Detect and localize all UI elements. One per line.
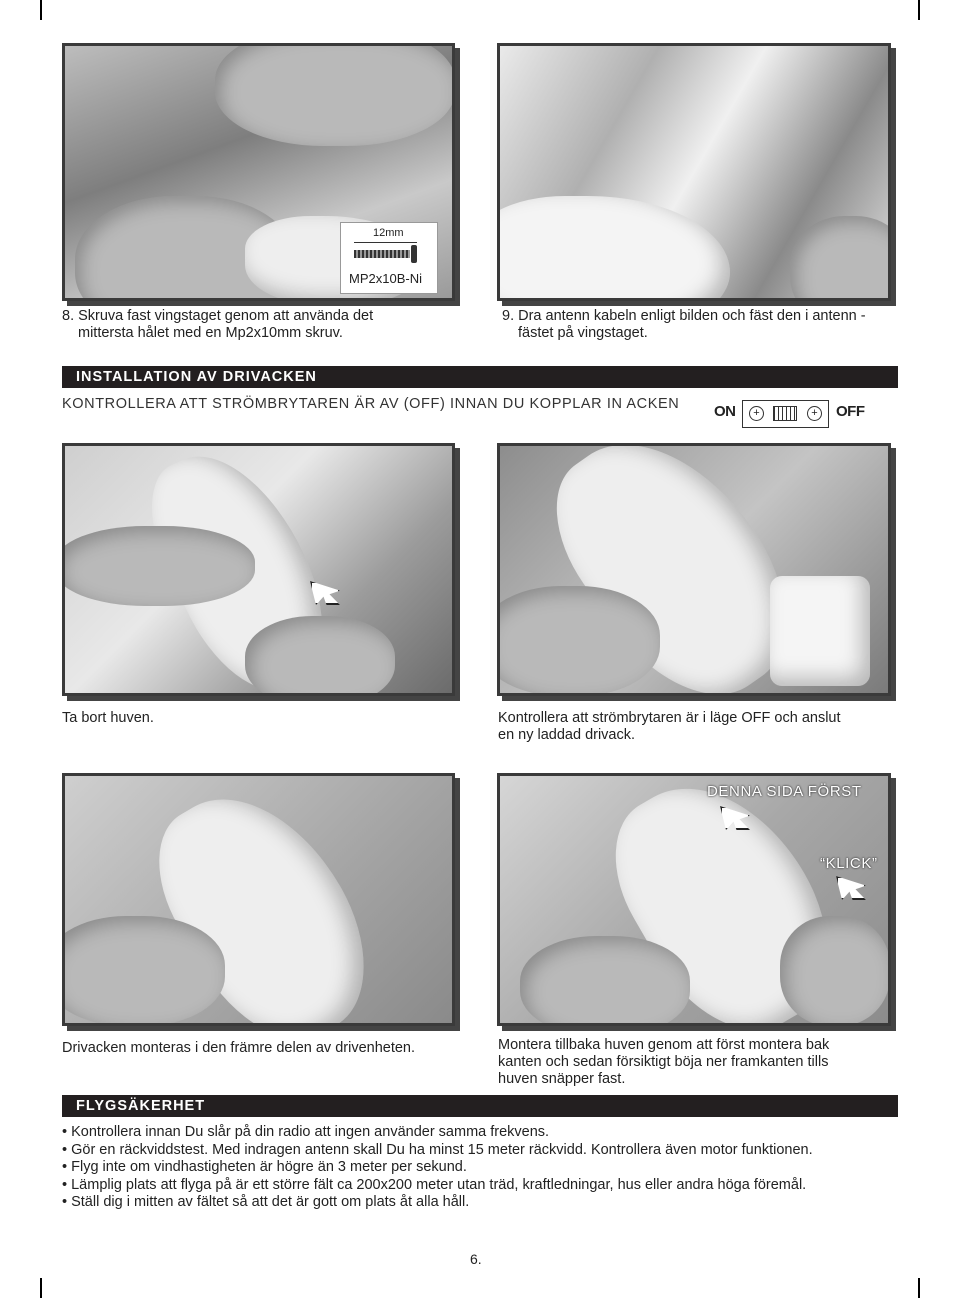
- dimension-line: [354, 242, 417, 243]
- section-title: FLYGSÄKERHET: [76, 1098, 206, 1114]
- list-item: • Gör en räckviddstest. Med indragen antenn skall Du ha minst 15 meter räckvidd. Kontrollera även motor funktionen.: [62, 1142, 813, 1160]
- screw-head-icon: [411, 245, 417, 263]
- step8-caption: 8. Skruva fast vingstaget genom att använda det mittersta hålet med en Mp2x10mm skruv.: [62, 308, 374, 341]
- section-header-flight-safety: [62, 1095, 898, 1117]
- list-item: • Flyg inte om vindhastigheten är högre än 3 meter per sekund.: [62, 1159, 813, 1177]
- photo-remove-canopy: [62, 443, 455, 696]
- page-number: 6.: [470, 1251, 482, 1267]
- switch-warning: KONTROLLERA ATT STRÖMBRYTAREN ÄR AV (OFF) INNAN DU KOPPLAR IN ACKEN: [62, 396, 680, 412]
- remove-canopy-caption: Ta bort huven.: [62, 710, 154, 726]
- screw-diagram: [340, 222, 438, 294]
- crop-mark-top-right: [918, 0, 920, 20]
- step9-caption: 9. Dra antenn kabeln enligt bilden och fäst den i antenn - fästet på vingstaget.: [502, 308, 866, 341]
- crop-mark-bottom-right: [918, 1278, 920, 1298]
- section-title: INSTALLATION AV DRIVACKEN: [76, 369, 317, 385]
- photo-antenna-routing: [497, 43, 891, 301]
- click-label: “KLICK”: [820, 855, 878, 872]
- photo-wing-strut-screw: [62, 43, 455, 301]
- refit-canopy-caption: Montera tillbaka huven genom att först montera bak kanten och sedan försiktigt böja ner framkanten tills huven snäpper fast.: [498, 1037, 830, 1087]
- screw-thread-icon: [354, 250, 410, 258]
- photo-refit-canopy: [497, 773, 891, 1026]
- safety-list: [62, 1124, 813, 1212]
- screw-icon: +: [749, 406, 764, 421]
- this-side-first-label: DENNA SIDA FÖRST: [707, 783, 862, 800]
- crop-mark-bottom-left: [40, 1278, 42, 1298]
- list-item: • Kontrollera innan Du slår på din radio att ingen använder samma frekvens.: [62, 1124, 813, 1142]
- list-item: • Lämplig plats att flyga på är ett större fält ca 200x200 meter utan träd, kraftledningar, hus eller andra höga föremål.: [62, 1177, 813, 1195]
- photo-battery-placement: [62, 773, 455, 1026]
- battery-placement-caption: Drivacken monteras i den främre delen av drivenheten.: [62, 1040, 416, 1056]
- off-label: OFF: [836, 403, 865, 420]
- screw-length-label: 12mm: [373, 227, 404, 239]
- slider-icon: [773, 406, 797, 421]
- connect-battery-caption: Kontrollera att strömbrytaren är i läge OFF och anslut en ny laddad drivack.: [498, 710, 841, 743]
- list-item: • Ställ dig i mitten av fältet så att det är gott om plats åt alla håll.: [62, 1194, 813, 1212]
- photo-connect-battery: [497, 443, 891, 696]
- crop-mark-top-left: [40, 0, 42, 20]
- screw-icon: +: [807, 406, 822, 421]
- on-label: ON: [714, 403, 736, 420]
- power-switch-diagram: [742, 400, 829, 428]
- section-header-installation: [62, 366, 898, 388]
- screw-code-label: MP2x10B-Ni: [349, 271, 422, 286]
